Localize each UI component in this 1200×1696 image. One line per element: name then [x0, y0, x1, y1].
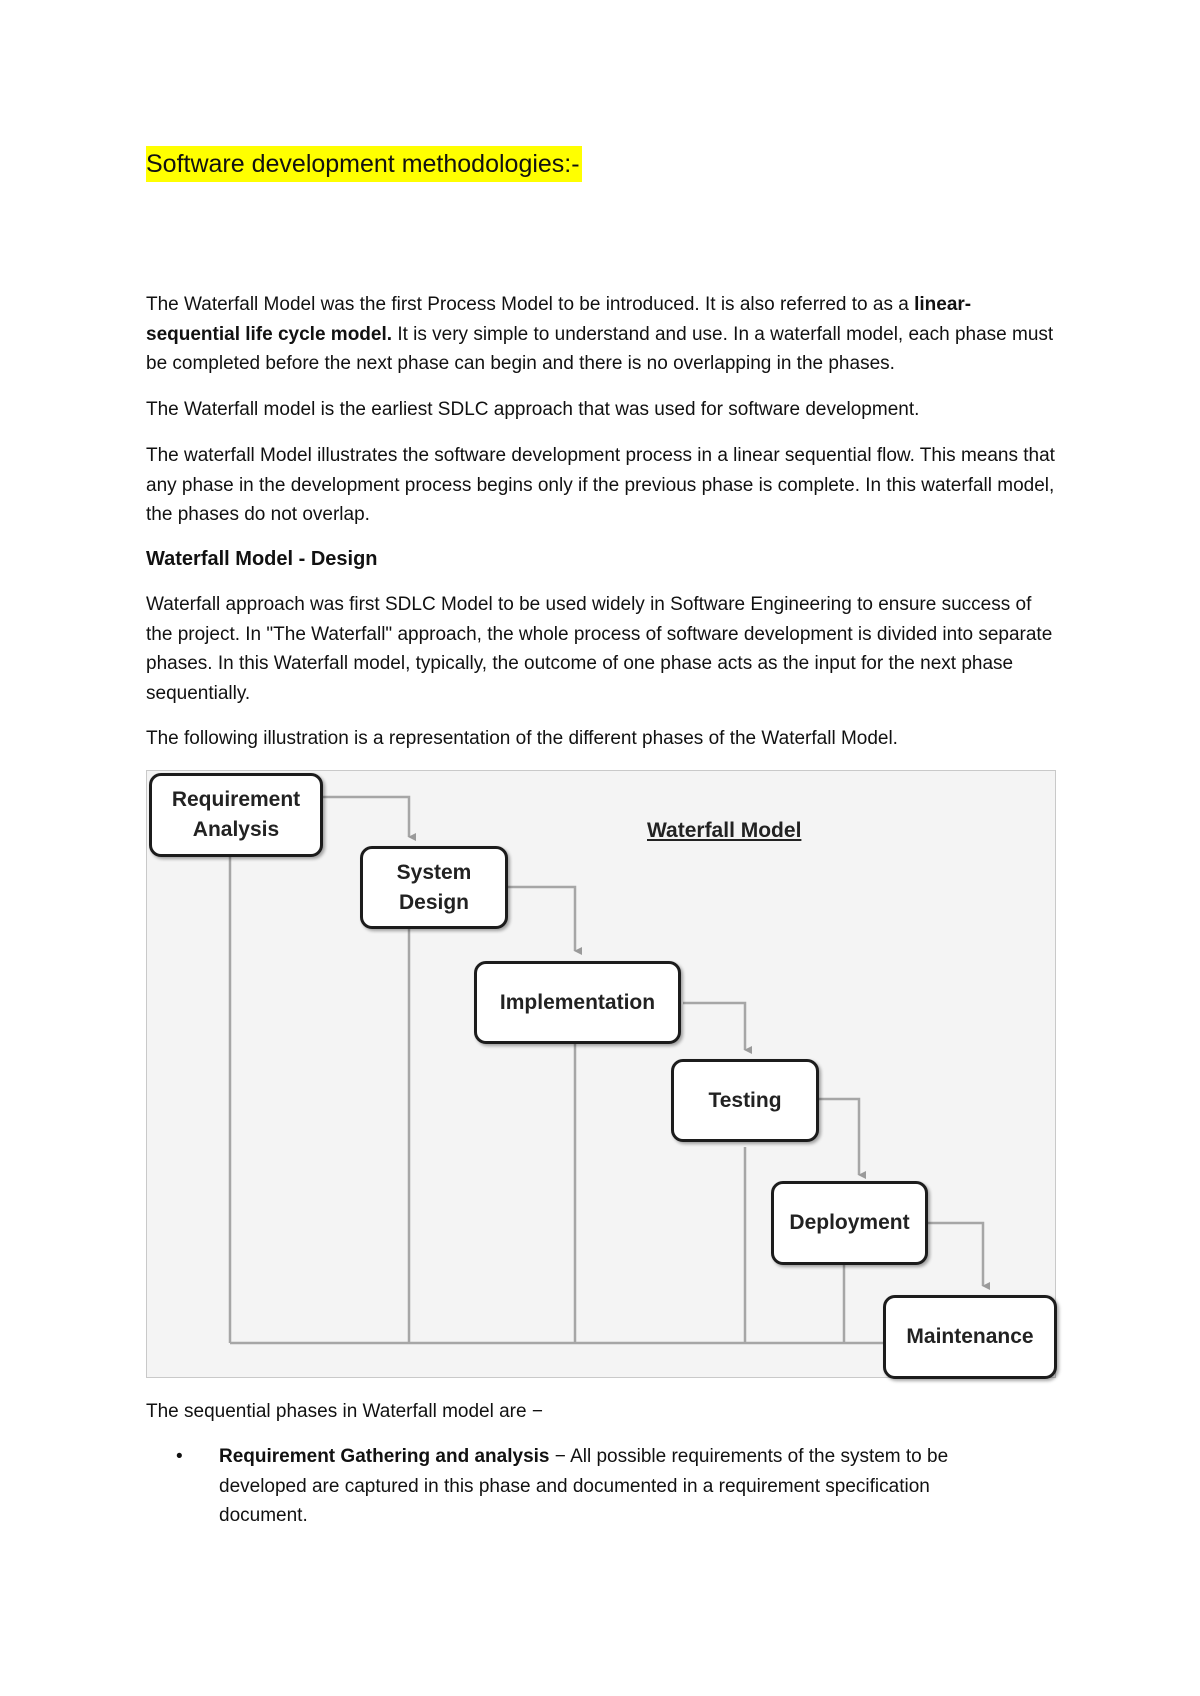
arrow-req-to-design [323, 797, 409, 837]
intro-text-start: The Waterfall Model was the first Process Model to be introduced. It is also referred to as a [146, 294, 915, 315]
sdlc-paragraph: The Waterfall model is the earliest SDLC approach that was used for software development. [146, 399, 920, 420]
phase-system-design [360, 846, 508, 929]
bullet-bold-term: Requirement Gathering and analysis [219, 1446, 550, 1467]
arrow-impl-to-testing [683, 1003, 745, 1050]
bullet-marker: • [176, 1446, 183, 1467]
phase-requirement-analysis [149, 773, 323, 857]
arrow-testing-to-deploy [819, 1099, 859, 1175]
phase-label: Implementation [499, 990, 656, 1014]
phase-maintenance [883, 1295, 1057, 1379]
design-subheading: Waterfall Model - Design [146, 548, 378, 570]
waterfall-diagram [146, 770, 1056, 1378]
intro-bold-term: linear-sequential life cycle model. [146, 294, 972, 345]
phase-label: Maintenance [906, 1325, 1034, 1348]
phases-list-intro: The sequential phases in Waterfall model are − [146, 1401, 543, 1422]
phase-label: Testing [708, 1088, 782, 1112]
intro-text-end: It is very simple to understand and use. In a waterfall model, each phase must be completed before the next phase can begin and there is no overlapping in the phases. [146, 323, 1054, 374]
linear-flow-paragraph: The waterfall Model illustrates the software development process in a linear sequential flow. This means that any phase in the development process begins only if the previous phase is complete. In this waterfall model, the phases do not overlap. [146, 445, 1055, 525]
arrow-design-to-impl [503, 887, 575, 951]
phase-testing [671, 1059, 819, 1142]
bullet-description: − All possible requirements of the system to be developed are captured in this phase and documented in a requirement specification document. [219, 1446, 949, 1526]
arrow-deploy-to-maint [922, 1223, 983, 1286]
intro-paragraph [146, 290, 1056, 379]
diagram-title: Waterfall Model [647, 819, 802, 842]
illustration-intro-paragraph: The following illustration is a representation of the different phases of the Waterfall Model. [146, 728, 898, 749]
phase-label: System Design [396, 860, 472, 914]
phase-deployment [771, 1181, 928, 1265]
bullet-text [219, 1442, 1009, 1531]
phase-implementation [474, 961, 681, 1044]
phase-label: Requirement Analysis [171, 788, 301, 841]
diagram-connectors [147, 771, 1057, 1379]
page-heading: Software development methodologies:- [146, 146, 582, 182]
phase-label: Deployment [789, 1211, 910, 1234]
approach-paragraph: Waterfall approach was first SDLC Model to be used widely in Software Engineering to ensure success of the project. In "The Waterfall" approach, the whole process of software development is divided into separate phases. In this Waterfall model, typically, the outcome of one phase acts as the input for the next phase sequentially. [146, 594, 1053, 704]
